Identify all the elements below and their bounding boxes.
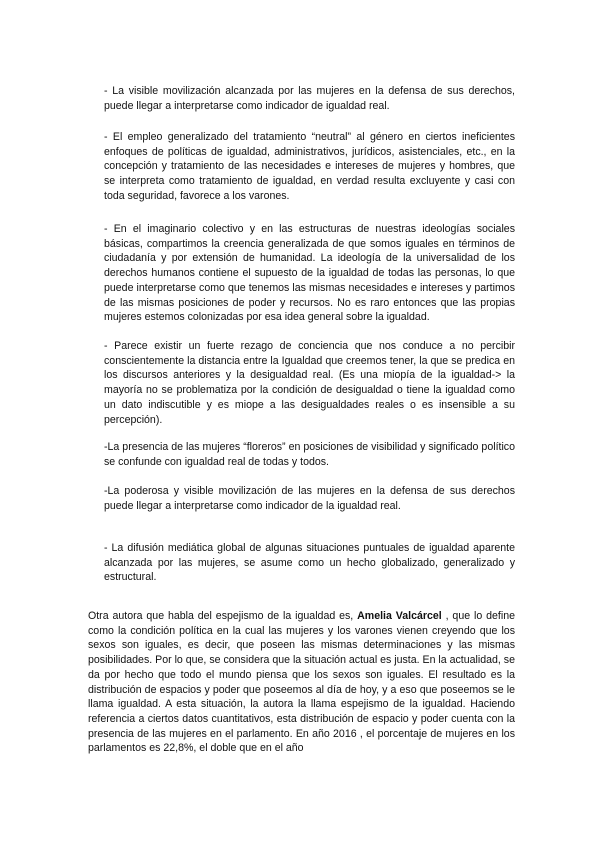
body-text-main: , que lo define como la condición política en la cual las mujeres y los varones vienen creyendo que los sexos son iguales, es decir, que poseen las mismas determinaciones y las mismas posibilidades. Por lo que, se considera que la situación actual es justa. En la actualidad, se da por hecho que todo el mundo piensa que los sexos son iguales. El resultado es la distribución de espacios y poder que poseemos al día de hoy, y a eso que poseemos se le llama igualdad. A esta situación, la autora la llama espejismo de la igualdad. Haciendo referencia a ciertos datos cuantitativos, esta distribución de espacio y poder cuenta con la presencia de las mujeres en el parlamento. En año 2016 , el porcentaje de mujeres en los parlamentos es 22,8%, el doble que en el año xyxy=(88,610,515,755)
list-item: - La visible movilización alcanzada por las mujeres en la defensa de sus derechos, puede llegar a interpretarse como indicador de igualdad real. xyxy=(104,85,515,112)
list-item: -La presencia de las mujeres “floreros” en posiciones de visibilidad y significado político se confunde con igualdad real de todas y todos. xyxy=(104,441,515,468)
list-item: - En el imaginario colectivo y en las estructuras de nuestras ideologías sociales básicas, compartimos la creencia generalizada de que somos iguales en términos de ciudadanía y por extensión de humanidad. La ideología de la universalidad de los derechos humanos contiene el supuesto de la igualdad de todas las personas, lo que puede interpretarse como que tenemos las mismas necesidades e intereses y partimos de las mismas posiciones de poder y recursos. No es raro entonces que las propias mujeres estemos colonizadas por esa idea general sobre la igualdad. xyxy=(104,223,515,324)
list-item: - El empleo generalizado del tratamiento “neutral” al género en ciertos ineficientes enfoques de políticas de igualdad, administrativos, jurídicos, asistenciales, etc., en la concepción y tratamiento de las necesidades e intereses de mujeres y hombres, que se interpreta como tratamiento de igualdad, en verdad resulta excluyente y casi con toda seguridad, favorece a los varones. xyxy=(104,131,515,202)
author-name: Amelia Valcárcel xyxy=(357,610,442,622)
body-paragraph xyxy=(88,609,515,756)
list-item: - Parece existir un fuerte rezago de conciencia que nos conduce a no percibir conscientemente la distancia entre la Igualdad que creemos tener, la que se predica en los discursos anteriores y la desigualdad real. (Es una miopía de la igualdad-> la mayoría no se problematiza por la condición de desigualdad o tiene la igualdad como un dato indiscutible y es miope a las desigualdades reales o es insensible a su percepción). xyxy=(104,340,515,426)
list-item: -La poderosa y visible movilización de las mujeres en la defensa de sus derechos puede llegar a interpretarse como indicador de la igualdad real. xyxy=(104,485,515,512)
body-text-intro: Otra autora que habla del espejismo de la igualdad es, xyxy=(88,610,358,622)
list-item: - La difusión mediática global de algunas situaciones puntuales de igualdad aparente alcanzada por las mujeres, se asume como un hecho globalizado, generalizado y estructural. xyxy=(104,542,515,584)
